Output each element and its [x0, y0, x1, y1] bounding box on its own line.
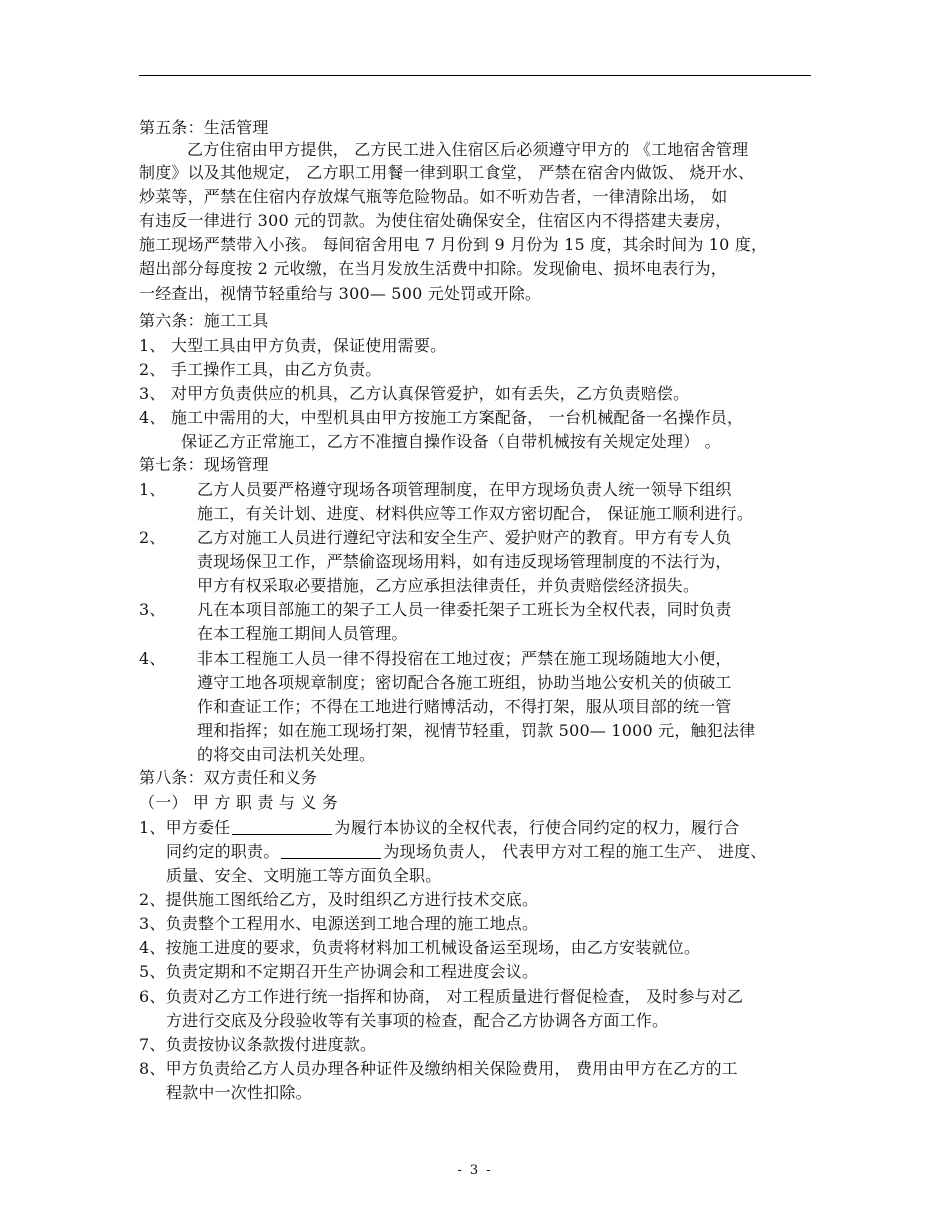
list-item-continuation: 程款中一次性扣除。 [166, 1083, 312, 1102]
paragraph-line: 超出部分每度按 2 元收缴，在当月发放生活费中扣除。发现偷电、损坏电表行为， [139, 259, 727, 278]
list-item-continuation: 遵守工地各项规章制度；密切配合各施工班组，协助当地公安机关的侦破工 [197, 673, 732, 692]
list-item-continuation: 质量、安全、文明施工等方面负全职。 [166, 866, 442, 885]
list-item: 6、负责对乙方工作进行统一指挥和协商， 对工程质量进行督促检查， 及时参与对乙 [139, 987, 744, 1006]
list-item-continuation: 施工，有关计划、进度、材料供应等工作双方密切配合， 保证施工顺利进行。 [197, 504, 754, 523]
list-item-continuation [166, 841, 767, 863]
list-item: 乙方人员要严格遵守现场各项管理制度，在甲方现场负责人统一领导下组织 [197, 480, 732, 499]
list-item: 4、 施工中需用的大，中型机具由甲方按施工方案配备， 一台机械配备一名操作员， [139, 408, 744, 427]
list-item [139, 817, 739, 839]
list-number: 2、 [139, 528, 166, 547]
list-item-continuation: 责现场保卫工作，严禁偷盗现场用料，如有违反现场管理制度的不法行为， [197, 552, 732, 571]
list-item-continuation: 方进行交底及分段验收等有关事项的检查，配合乙方协调各方面工作。 [166, 1011, 669, 1030]
list-item: 凡在本项目部施工的架子工人员一律委托架子工班长为全权代表，同时负责 [197, 600, 732, 619]
list-item: 7、负责按协议条款拨付进度款。 [139, 1035, 377, 1054]
header-rule [139, 75, 811, 76]
list-item: 4、按施工进度的要求，负责将材料加工机械设备运至现场，由乙方安装就位。 [139, 938, 701, 957]
paragraph-line: 乙方住宿由甲方提供， 乙方民工进入住宿区后必须遵守甲方的 《工地宿舍管理 [187, 140, 749, 159]
list-number: 3、 [139, 600, 166, 619]
list-item-text: 1、甲方委任 [139, 818, 231, 837]
list-item: 8、甲方负责给乙方人员办理各种证件及缴纳相关保险费用， 费用由甲方在乙方的工 [139, 1059, 738, 1078]
list-item-text: 为履行本协议的全权代表，行使合同约定的权力，履行合 [334, 818, 740, 837]
article-5-heading: 第五条：生活管理 [139, 118, 269, 137]
paragraph-line: 有违反一律进行 300 元的罚款。为使住宿处确保安全，住宿区内不得搭建夫妻房， [139, 211, 732, 230]
section-heading: （一） 甲 方 职 责 与 义 务 [139, 793, 339, 812]
blank-field [232, 817, 332, 835]
page-number: - 3 - [457, 1163, 493, 1178]
paragraph-line: 施工现场严禁带入小孩。 每间宿舍用电 7 月份到 9 月份为 15 度，其余时间为 10 度， [139, 235, 768, 254]
list-item: 3、负责整个工程用水、电源送到工地合理的施工地点。 [139, 914, 539, 933]
list-number: 1、 [139, 480, 166, 499]
list-item-continuation: 保证乙方正常施工，乙方不准擅自操作设备（自带机械按有关规定处理） 。 [181, 432, 721, 451]
list-item-continuation: 在本工程施工期间人员管理。 [197, 624, 408, 643]
list-item: 2、 手工操作工具，由乙方负责。 [139, 360, 382, 379]
paragraph-line: 炒菜等，严禁在住宿内存放煤气瓶等危险物品。如不听劝告者，一律清除出场， 如 [139, 187, 728, 206]
list-item: 3、 对甲方负责供应的机具，乙方认真保管爱护，如有丢失，乙方负责赔偿。 [139, 384, 690, 403]
list-item-continuation: 理和指挥；如在施工现场打架，视情节轻重，罚款 500— 1000 元，触犯法律 [197, 721, 756, 740]
blank-field [281, 841, 381, 859]
list-item: 2、提供施工图纸给乙方，及时组织乙方进行技术交底。 [139, 890, 539, 909]
list-item-continuation: 的将交由司法机关处理。 [197, 745, 376, 764]
list-item-continuation: 甲方有权采取必要措施，乙方应承担法律责任，并负责赔偿经济损失。 [197, 576, 700, 595]
list-item-text: 为现场负责人， 代表甲方对工程的施工生产、 进度、 [383, 842, 767, 861]
list-item-text: 同约定的职责。 [166, 842, 280, 861]
list-item-continuation: 作和查证工作；不得在工地进行赌博活动，不得打架，服从项目部的统一管 [197, 697, 732, 716]
paragraph-line: 制度》以及其他规定， 乙方职工用餐一律到职工食堂， 严禁在宿舍内做饭、 烧开水、 [139, 163, 755, 182]
article-7-heading: 第七条：现场管理 [139, 455, 269, 474]
list-item: 乙方对施工人员进行遵纪守法和安全生产、爱护财产的教育。甲方有专人负 [197, 528, 732, 547]
list-item: 5、负责定期和不定期召开生产协调会和工程进度会议。 [139, 962, 539, 981]
article-8-heading: 第八条：双方责任和义务 [139, 768, 318, 787]
list-item: 1、 大型工具由甲方负责，保证使用需要。 [139, 336, 447, 355]
list-number: 4、 [139, 649, 166, 668]
list-item: 非本工程施工人员一律不得投宿在工地过夜；严禁在施工现场随地大小便， [197, 649, 732, 668]
paragraph-line: 一经查出，视情节轻重给与 300— 500 元处罚或开除。 [139, 284, 542, 303]
article-6-heading: 第六条：施工工具 [139, 311, 269, 330]
